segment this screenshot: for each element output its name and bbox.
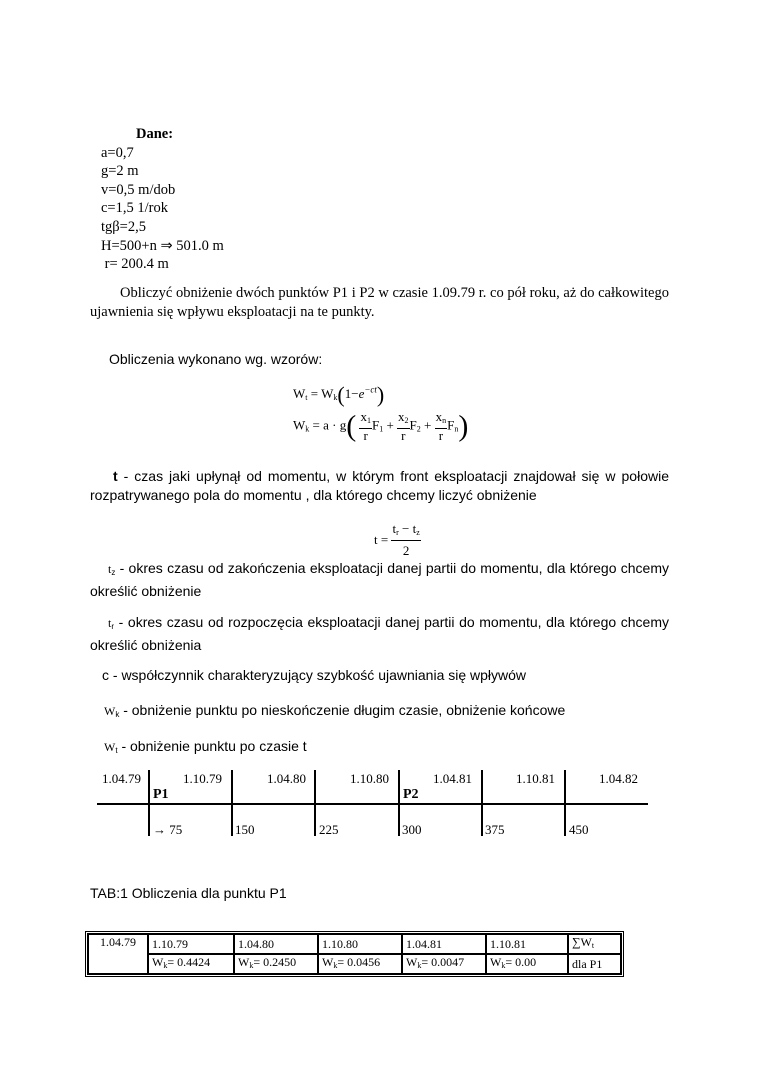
timeline-tick — [481, 770, 483, 836]
tz-definition: $t_z$ - okres czasu od zakończenia eksploatacji danej partii do momentu, dla którego chcemy określić obniżenie — [90, 560, 669, 599]
table-cell-start-date: 1.04.79 — [88, 934, 148, 974]
timeline-date: 1.04.79 — [102, 771, 141, 786]
tr-definition: $t_r$ - okres czasu od rozpoczęcia eksploatacji danej partii do momentu, dla którego chcemy określić obniżenia — [90, 614, 669, 653]
results-table-wrapper — [85, 931, 624, 977]
timeline-axis — [97, 803, 648, 805]
fraction-x1: $\frac{x_1}{r}$ — [360, 409, 371, 443]
c-definition: c - współczynnik charakteryzujący szybkość ujawniania się wpływów — [102, 667, 527, 683]
table-cell-sum-header: $\sum W_t$ — [568, 934, 621, 954]
point-p2-label: P2 — [403, 787, 419, 802]
wt-definition: $W_t$ - obniżenie punktu po czasie t — [104, 738, 307, 755]
table-caption: TAB:1 Obliczenia dla punktu P1 — [90, 885, 287, 901]
given-heading: Dane: — [136, 126, 174, 142]
table-cell-date: 1.10.80 — [318, 934, 402, 954]
timeline-date: 1.10.80 — [350, 771, 389, 786]
formula-wk: $W_k = a \cdot g$( $\frac{x_1}{r}$ $F_1$ + $\frac{x_2}{r}$ $F_2$ + $\frac{x_n}{r}$ $F_n$) — [293, 409, 469, 443]
table-cell-date: 1.04.81 — [402, 934, 486, 954]
timeline-distance: → 75 — [153, 822, 183, 837]
given-H: H=500+n ⇒ 501.0 m — [101, 237, 224, 254]
timeline-distance: 300 — [402, 822, 422, 837]
table-cell-wk: $W_k= 0.4424$ — [148, 954, 234, 974]
given-a: a=0,7 — [101, 144, 134, 161]
timeline-date: 1.10.81 — [516, 771, 555, 786]
timeline-tick — [231, 770, 233, 836]
timeline-tick — [148, 770, 150, 836]
timeline-date: 1.04.80 — [267, 771, 306, 786]
timeline-distance: 225 — [319, 822, 339, 837]
given-g: g=2 m — [101, 163, 139, 180]
wk-definition: $W_k$ - obniżenie punktu po nieskończenie długim czasie, obniżenie końcowe — [104, 702, 566, 719]
timeline-tick — [564, 770, 566, 836]
given-c: c=1,5 1/rok — [101, 200, 168, 217]
task-text: Obliczyć obniżenie dwóch punktów P1 i P2 w czasie 1.09.79 r. co pół roku, aż do całkowitego ujawnienia się wpływu eksploatacji na te punkty. — [90, 285, 669, 320]
given-v: v=0,5 m/dob — [101, 181, 176, 198]
table-cell-date: 1.10.81 — [486, 934, 568, 954]
timeline-tick — [314, 770, 316, 836]
formula-wt: $W_t = W_k(1-e^{-ct})$ — [293, 382, 385, 407]
results-table — [85, 931, 624, 977]
table-cell-date: 1.04.80 — [234, 934, 318, 954]
timeline-tick — [398, 770, 400, 836]
timeline-distance: 450 — [569, 822, 589, 837]
t-definition: t - czas jaki upłynął od momentu, w którym front eksploatacji znajdował się w połowie rozpatrywanego pola do momentu , dla którego chcemy liczyć obniżenie — [90, 468, 669, 503]
formulas-intro: Obliczenia wykonano wg. wzorów: — [109, 351, 323, 367]
timeline-date: 1.04.82 — [599, 771, 638, 786]
given-tg: tgβ=2,5 — [101, 218, 146, 235]
table-cell-date: 1.10.79 — [148, 934, 234, 954]
table-cell-wk: $W_k= 0.0047$ — [402, 954, 486, 974]
table-cell-wk: $W_k= 0.2450$ — [234, 954, 318, 974]
timeline-distance: 150 — [235, 822, 255, 837]
given-r: r= 200.4 m — [101, 256, 169, 273]
table-row — [88, 934, 621, 954]
timeline-date: 1.10.79 — [183, 771, 222, 786]
given-data — [101, 125, 224, 274]
formula-t: t = $\frac{t_r - t_z}{2}$ — [374, 521, 420, 558]
fraction-xn: $\frac{x_n}{r}$ — [435, 409, 447, 443]
fraction-x2: $\frac{x_2}{r}$ — [398, 409, 409, 443]
timeline-distance: 375 — [485, 822, 505, 837]
point-p1-label: P1 — [153, 787, 169, 802]
table-cell-wk: $W_k= 0.0456$ — [318, 954, 402, 974]
table-cell-sum-label: dla P1 — [568, 954, 621, 974]
table-cell-wk: $W_k= 0.00$ — [486, 954, 568, 974]
table-row — [88, 954, 621, 974]
timeline-date: 1.04.81 — [433, 771, 472, 786]
